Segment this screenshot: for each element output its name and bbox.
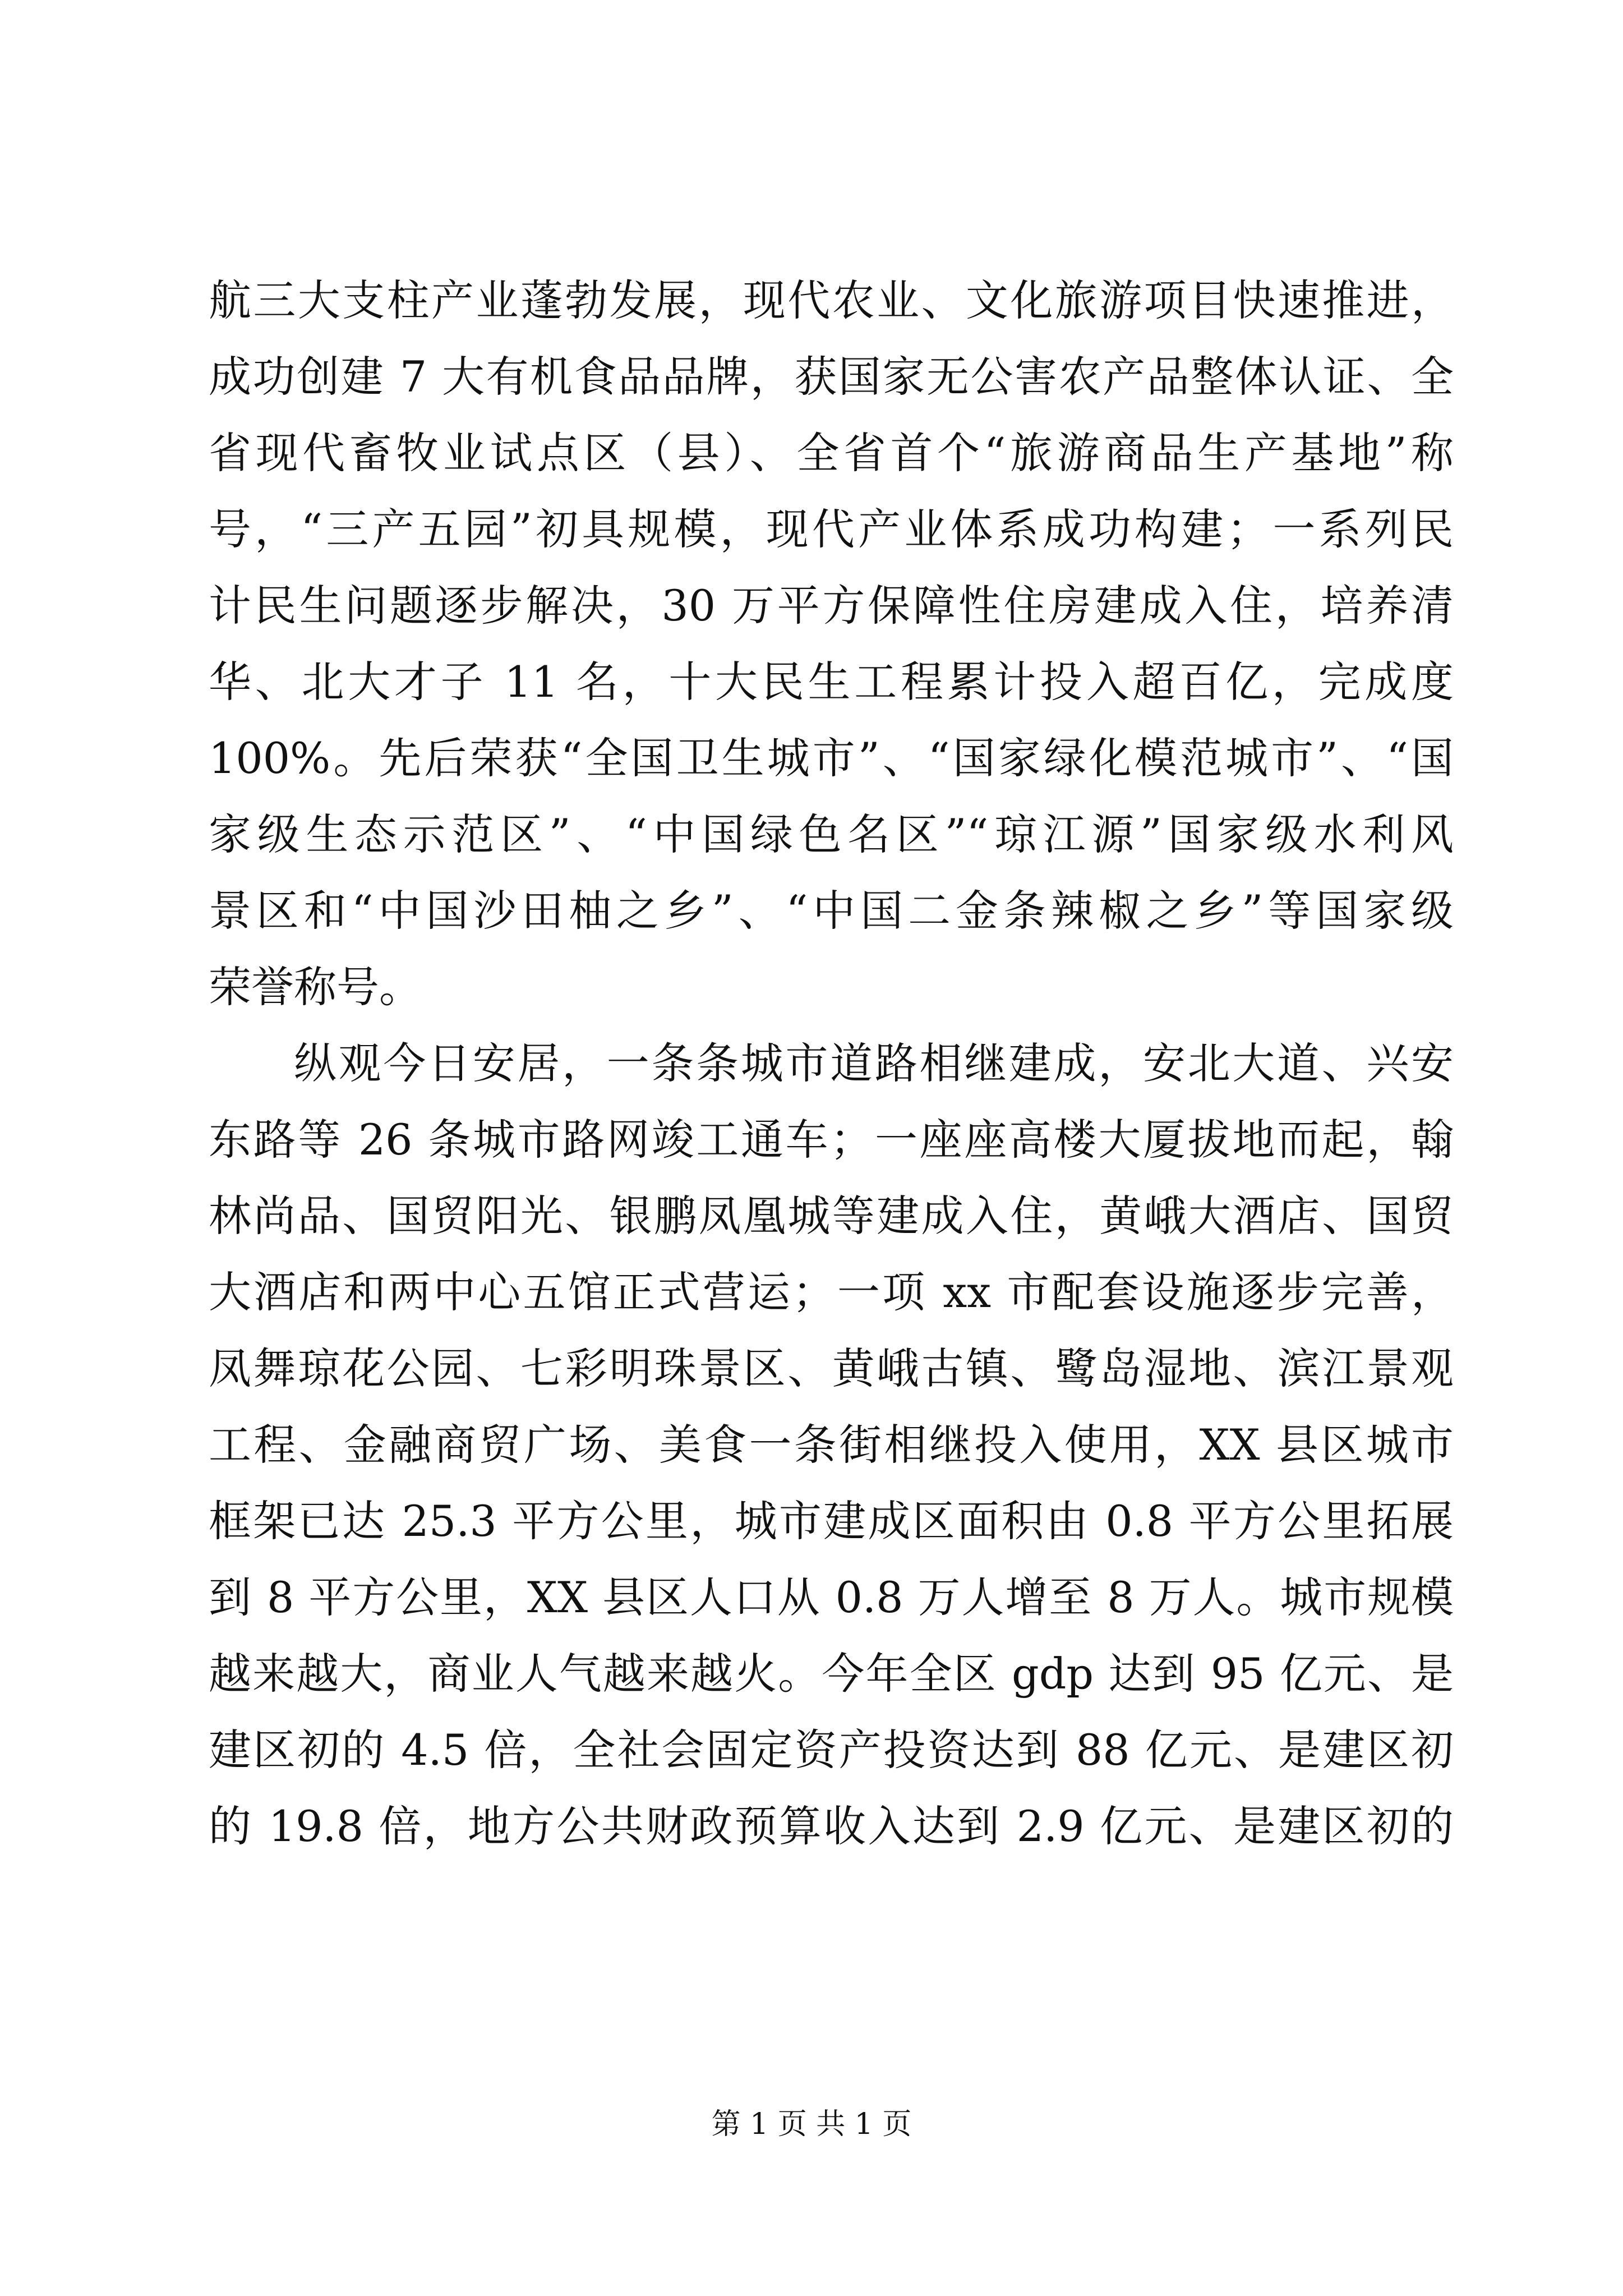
- paragraph-2-line-5: 凤舞琼花公园、七彩明珠景区、黄峨古镇、鹭岛湿地、滨江景观: [209, 1343, 1454, 1393]
- paragraph-2-line-11: 的 19.8 倍，地方公共财政预算收入达到 2.9 亿元、是建区初的: [209, 1801, 1454, 1851]
- paragraph-1-line-5: 计民生问题逐步解决，30 万平方保障性住房建成入住，培养清: [209, 581, 1454, 631]
- paragraph-1-line-7: 100%。先后荣获“全国卫生城市”、“国家绿化模范城市”、“国: [209, 733, 1454, 783]
- paragraph-1-line-3: 省现代畜牧业试点区（县）、全省首个“旅游商品生产基地”称: [209, 428, 1454, 478]
- page-number-label: 第 1 页 共 1 页: [711, 2108, 912, 2141]
- document-body: [209, 263, 1454, 1865]
- paragraph-1-line-1: 航三大支柱产业蓬勃发展，现代农业、文化旅游项目快速推进，: [209, 275, 1454, 325]
- paragraph-2-line-7: 框架已达 25.3 平方公里，城市建成区面积由 0.8 平方公里拓展: [209, 1496, 1454, 1546]
- paragraph-1-line-9: 景区和“中国沙田柚之乡”、“中国二金条辣椒之乡”等国家级: [209, 886, 1454, 936]
- paragraph-1-line-4: 号，“三产五园”初具规模，现代产业体系成功构建；一系列民: [209, 504, 1454, 554]
- paragraph-1-line-10: 荣誉称号。: [209, 962, 422, 1012]
- paragraph-2-line-4: 大酒店和两中心五馆正式营运；一项 xx 市配套设施逐步完善，: [209, 1267, 1454, 1317]
- paragraph-2-line-3: 林尚品、国贸阳光、银鹏凤凰城等建成入住，黄峨大酒店、国贸: [209, 1191, 1454, 1241]
- paragraph-2-line-8: 到 8 平方公里，XX 县区人口从 0.8 万人增至 8 万人。城市规模: [209, 1572, 1454, 1622]
- page-footer: [0, 2105, 1623, 2144]
- paragraph-2-line-9: 越来越大，商业人气越来越火。今年全区 gdp 达到 95 亿元、是: [209, 1649, 1454, 1699]
- paragraph-1-line-8: 家级生态示范区”、“中国绿色名区”“琼江源”国家级水利风: [209, 809, 1454, 859]
- paragraph-2-line-1: 纵观今日安居，一条条城市道路相继建成，安北大道、兴安: [294, 1038, 1454, 1088]
- paragraph-2-line-10: 建区初的 4.5 倍，全社会固定资产投资达到 88 亿元、是建区初: [209, 1725, 1454, 1775]
- paragraph-2-line-6: 工程、金融商贸广场、美食一条街相继投入使用，XX 县区城市: [209, 1420, 1454, 1470]
- paragraph-1-line-2: 成功创建 7 大有机食品品牌，获国家无公害农产品整体认证、全: [209, 352, 1454, 402]
- paragraph-1-line-6: 华、北大才子 11 名，十大民生工程累计投入超百亿，完成度: [209, 657, 1454, 707]
- paragraph-2-line-2: 东路等 26 条城市路网竣工通车；一座座高楼大厦拔地而起，翰: [209, 1115, 1454, 1165]
